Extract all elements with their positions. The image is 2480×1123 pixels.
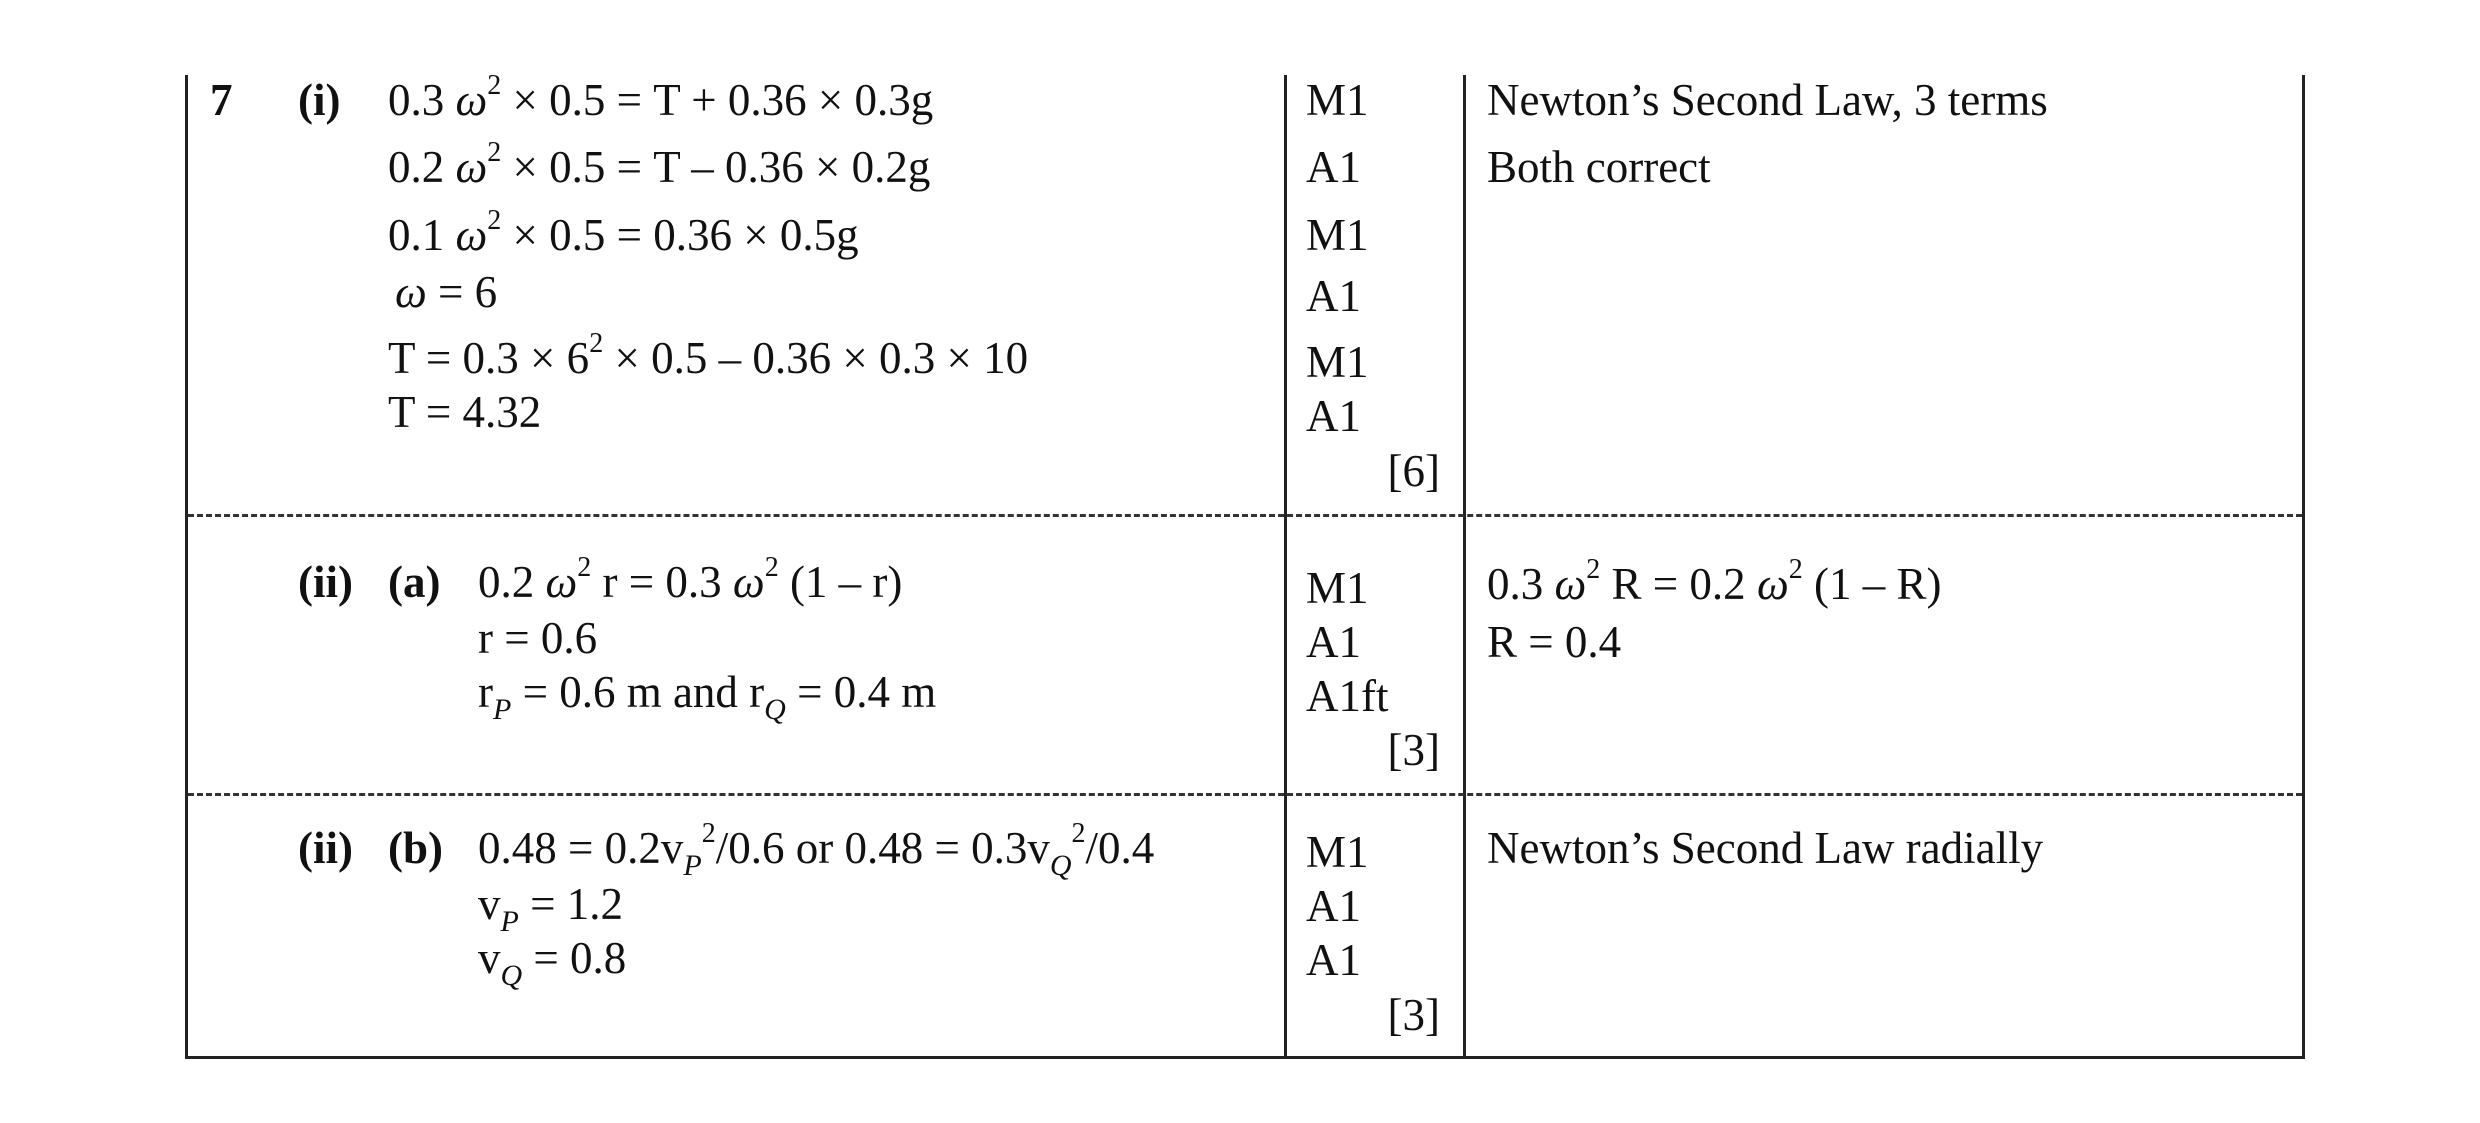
part-ii-b-mark-1: M1 xyxy=(1306,827,1369,877)
part-ii-a-comment-1: 0.3 $\omega^2$ R = 0.2 $\omega^2$ (1 – R) xyxy=(1487,554,1942,609)
table-bottom-border xyxy=(185,1056,2305,1059)
part-i-equation-6: T = 4.32 xyxy=(388,387,542,437)
part-ii-b-total: [3] xyxy=(1387,990,1440,1040)
row-divider-1 xyxy=(188,514,2302,517)
part-i-equation-1: 0.3 $\omega^2 \times 0.5 = T + 0.36 \times 0.3g$ xyxy=(388,70,934,125)
part-i-equation-4: ω = 6 xyxy=(395,267,498,317)
part-ii-b-mark-3: A1 xyxy=(1306,935,1361,985)
row-divider-2 xyxy=(188,793,2302,796)
part-ii-a-equation-1: 0.2 $\omega^2$ r = 0.3 $\omega^2$ (1 – r) xyxy=(478,552,903,607)
part-i-total: [6] xyxy=(1387,446,1440,496)
question-number: 7 xyxy=(210,75,233,125)
part-i-mark-4: A1 xyxy=(1306,271,1361,321)
part-ii-a-label: (ii) xyxy=(298,557,353,607)
part-i-equation-2: 0.2 $\omega^2 \times 0.5 = T - 0.36 \times 0.2g$ xyxy=(388,137,931,192)
table-right-border xyxy=(2302,75,2305,1058)
marks-column-left-border xyxy=(1284,75,1287,1058)
part-i-mark-5: M1 xyxy=(1306,337,1369,387)
part-ii-a-comment-2: R = 0.4 xyxy=(1487,617,1622,667)
part-ii-a-mark-1: M1 xyxy=(1306,563,1369,613)
part-ii-a-equation-3: $r_P = 0.6$ m and $r_Q = 0.4$ m xyxy=(478,667,937,726)
comments-column-left-border xyxy=(1463,75,1466,1058)
part-i-comment-2: Both correct xyxy=(1487,142,1711,192)
part-ii-a-sublabel: (a) xyxy=(388,557,441,607)
part-ii-b-sublabel: (b) xyxy=(388,823,443,873)
part-ii-b-equation-1: $0.48 = 0.2v_P^2/0.6$ or $0.48 = 0.3v_Q^2/0.4$ xyxy=(478,818,1155,882)
part-i-equation-5: $T = 0.3 \times 6^2 \times 0.5 - 0.36 \times 0.3 \times 10$ xyxy=(388,328,1029,383)
part-ii-a-mark-2: A1 xyxy=(1306,617,1361,667)
part-i-mark-1: M1 xyxy=(1306,75,1369,125)
part-ii-a-total: [3] xyxy=(1387,725,1440,775)
part-i-mark-6: A1 xyxy=(1306,391,1361,441)
part-ii-b-mark-2: A1 xyxy=(1306,881,1361,931)
part-i-label: (i) xyxy=(298,75,341,125)
part-ii-a-mark-3: A1ft xyxy=(1306,671,1389,721)
part-i-equation-3: 0.1 $\omega^2 \times 0.5 = 0.36 \times 0.5g$ xyxy=(388,205,859,260)
part-ii-b-equation-2: $v_P = 1.2$ xyxy=(478,879,623,938)
part-i-mark-2: A1 xyxy=(1306,142,1361,192)
part-ii-b-comment: Newton’s Second Law radially xyxy=(1487,823,2044,873)
part-i-mark-3: M1 xyxy=(1306,210,1369,260)
part-i-comment-1: Newton’s Second Law, 3 terms xyxy=(1487,75,2048,125)
part-ii-b-equation-3: $v_Q = 0.8$ xyxy=(478,933,627,992)
part-ii-b-label: (ii) xyxy=(298,823,353,873)
table-left-border xyxy=(185,75,188,1058)
part-ii-a-equation-2: r = 0.6 xyxy=(478,613,598,663)
